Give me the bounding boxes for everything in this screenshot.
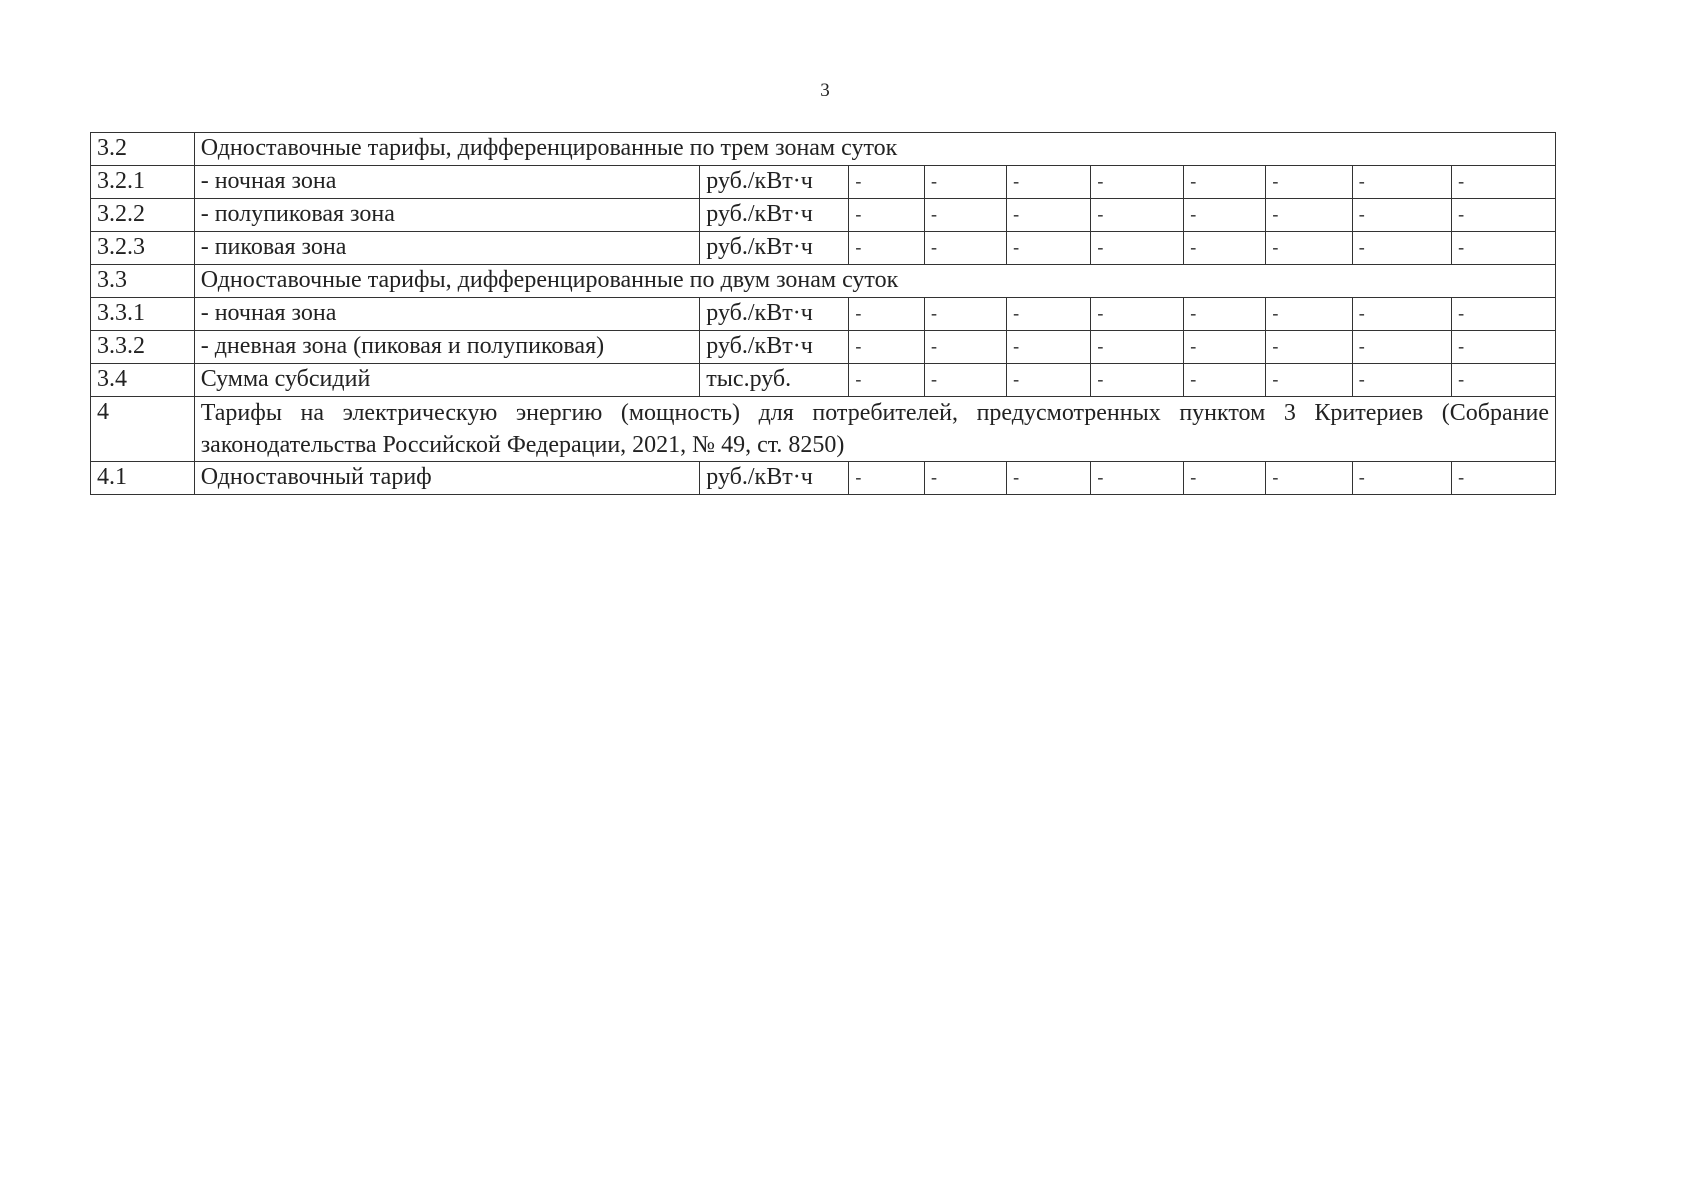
value-cell: - xyxy=(1007,232,1091,265)
value-cell: - xyxy=(1452,364,1556,397)
row-number: 3.3 xyxy=(91,265,195,298)
value-cell: - xyxy=(849,462,925,495)
row-number: 3.3.2 xyxy=(91,331,195,364)
row-label: - полупиковая зона xyxy=(194,199,700,232)
value-cell: - xyxy=(1091,462,1184,495)
value-cell: - xyxy=(1266,199,1352,232)
value-cell: - xyxy=(1091,364,1184,397)
value-cell: - xyxy=(1452,166,1556,199)
unit-cell: руб./кВт·ч xyxy=(700,462,849,495)
value-cell: - xyxy=(1007,364,1091,397)
value-cell: - xyxy=(1352,298,1451,331)
value-cell: - xyxy=(924,364,1006,397)
value-cell: - xyxy=(1091,199,1184,232)
value-cell: - xyxy=(1184,364,1266,397)
value-cell: - xyxy=(1266,166,1352,199)
value-cell: - xyxy=(1452,232,1556,265)
value-cell: - xyxy=(849,166,925,199)
value-cell: - xyxy=(924,298,1006,331)
table-row xyxy=(91,232,1556,265)
table-row xyxy=(91,133,1556,166)
section-title: Одноставочные тарифы, дифференцированные по трем зонам суток xyxy=(194,133,1555,166)
table-row xyxy=(91,298,1556,331)
value-cell: - xyxy=(849,298,925,331)
section-title: Тарифы на электрическую энергию (мощность) для потребителей, предусмотренных пунктом 3 Критериев (Собрание законодательства Российской Федерации, 2021, № 49, ст. 8250) xyxy=(194,397,1555,462)
value-cell: - xyxy=(1352,166,1451,199)
value-cell: - xyxy=(1452,199,1556,232)
row-number: 4 xyxy=(91,397,195,462)
row-label: - ночная зона xyxy=(194,298,700,331)
table-row xyxy=(91,265,1556,298)
value-cell: - xyxy=(1091,331,1184,364)
row-number: 3.2.1 xyxy=(91,166,195,199)
value-cell: - xyxy=(1184,331,1266,364)
value-cell: - xyxy=(1352,364,1451,397)
unit-cell: руб./кВт·ч xyxy=(700,331,849,364)
table-row xyxy=(91,199,1556,232)
value-cell: - xyxy=(1007,331,1091,364)
row-label: - ночная зона xyxy=(194,166,700,199)
row-label: - пиковая зона xyxy=(194,232,700,265)
unit-cell: руб./кВт·ч xyxy=(700,232,849,265)
row-number: 3.2.2 xyxy=(91,199,195,232)
table-body xyxy=(91,133,1556,495)
table-row xyxy=(91,397,1556,462)
row-number: 4.1 xyxy=(91,462,195,495)
value-cell: - xyxy=(1352,462,1451,495)
table-row xyxy=(91,462,1556,495)
value-cell: - xyxy=(924,199,1006,232)
row-label: Одноставочный тариф xyxy=(194,462,700,495)
value-cell: - xyxy=(924,331,1006,364)
value-cell: - xyxy=(849,199,925,232)
value-cell: - xyxy=(1007,166,1091,199)
row-label: Сумма субсидий xyxy=(194,364,700,397)
value-cell: - xyxy=(849,331,925,364)
value-cell: - xyxy=(1266,364,1352,397)
row-number: 3.2.3 xyxy=(91,232,195,265)
value-cell: - xyxy=(1184,462,1266,495)
value-cell: - xyxy=(1266,331,1352,364)
value-cell: - xyxy=(1007,462,1091,495)
unit-cell: руб./кВт·ч xyxy=(700,199,849,232)
table-row xyxy=(91,166,1556,199)
value-cell: - xyxy=(1266,298,1352,331)
row-label: - дневная зона (пиковая и полупиковая) xyxy=(194,331,700,364)
unit-cell: руб./кВт·ч xyxy=(700,166,849,199)
table-row xyxy=(91,331,1556,364)
value-cell: - xyxy=(1452,298,1556,331)
row-number: 3.4 xyxy=(91,364,195,397)
value-cell: - xyxy=(924,232,1006,265)
value-cell: - xyxy=(1266,232,1352,265)
page-number: 3 xyxy=(820,80,830,101)
value-cell: - xyxy=(1091,298,1184,331)
value-cell: - xyxy=(1007,298,1091,331)
value-cell: - xyxy=(1007,199,1091,232)
value-cell: - xyxy=(1091,166,1184,199)
value-cell: - xyxy=(1184,298,1266,331)
row-number: 3.2 xyxy=(91,133,195,166)
value-cell: - xyxy=(849,364,925,397)
value-cell: - xyxy=(1184,199,1266,232)
table-row xyxy=(91,364,1556,397)
value-cell: - xyxy=(1184,232,1266,265)
value-cell: - xyxy=(1452,331,1556,364)
tariff-table xyxy=(90,132,1556,495)
value-cell: - xyxy=(1184,166,1266,199)
value-cell: - xyxy=(1352,331,1451,364)
unit-cell: тыс.руб. xyxy=(700,364,849,397)
section-title: Одноставочные тарифы, дифференцированные по двум зонам суток xyxy=(194,265,1555,298)
value-cell: - xyxy=(849,232,925,265)
unit-cell: руб./кВт·ч xyxy=(700,298,849,331)
value-cell: - xyxy=(1452,462,1556,495)
value-cell: - xyxy=(1352,232,1451,265)
value-cell: - xyxy=(924,166,1006,199)
value-cell: - xyxy=(1266,462,1352,495)
row-number: 3.3.1 xyxy=(91,298,195,331)
value-cell: - xyxy=(1091,232,1184,265)
value-cell: - xyxy=(1352,199,1451,232)
value-cell: - xyxy=(924,462,1006,495)
